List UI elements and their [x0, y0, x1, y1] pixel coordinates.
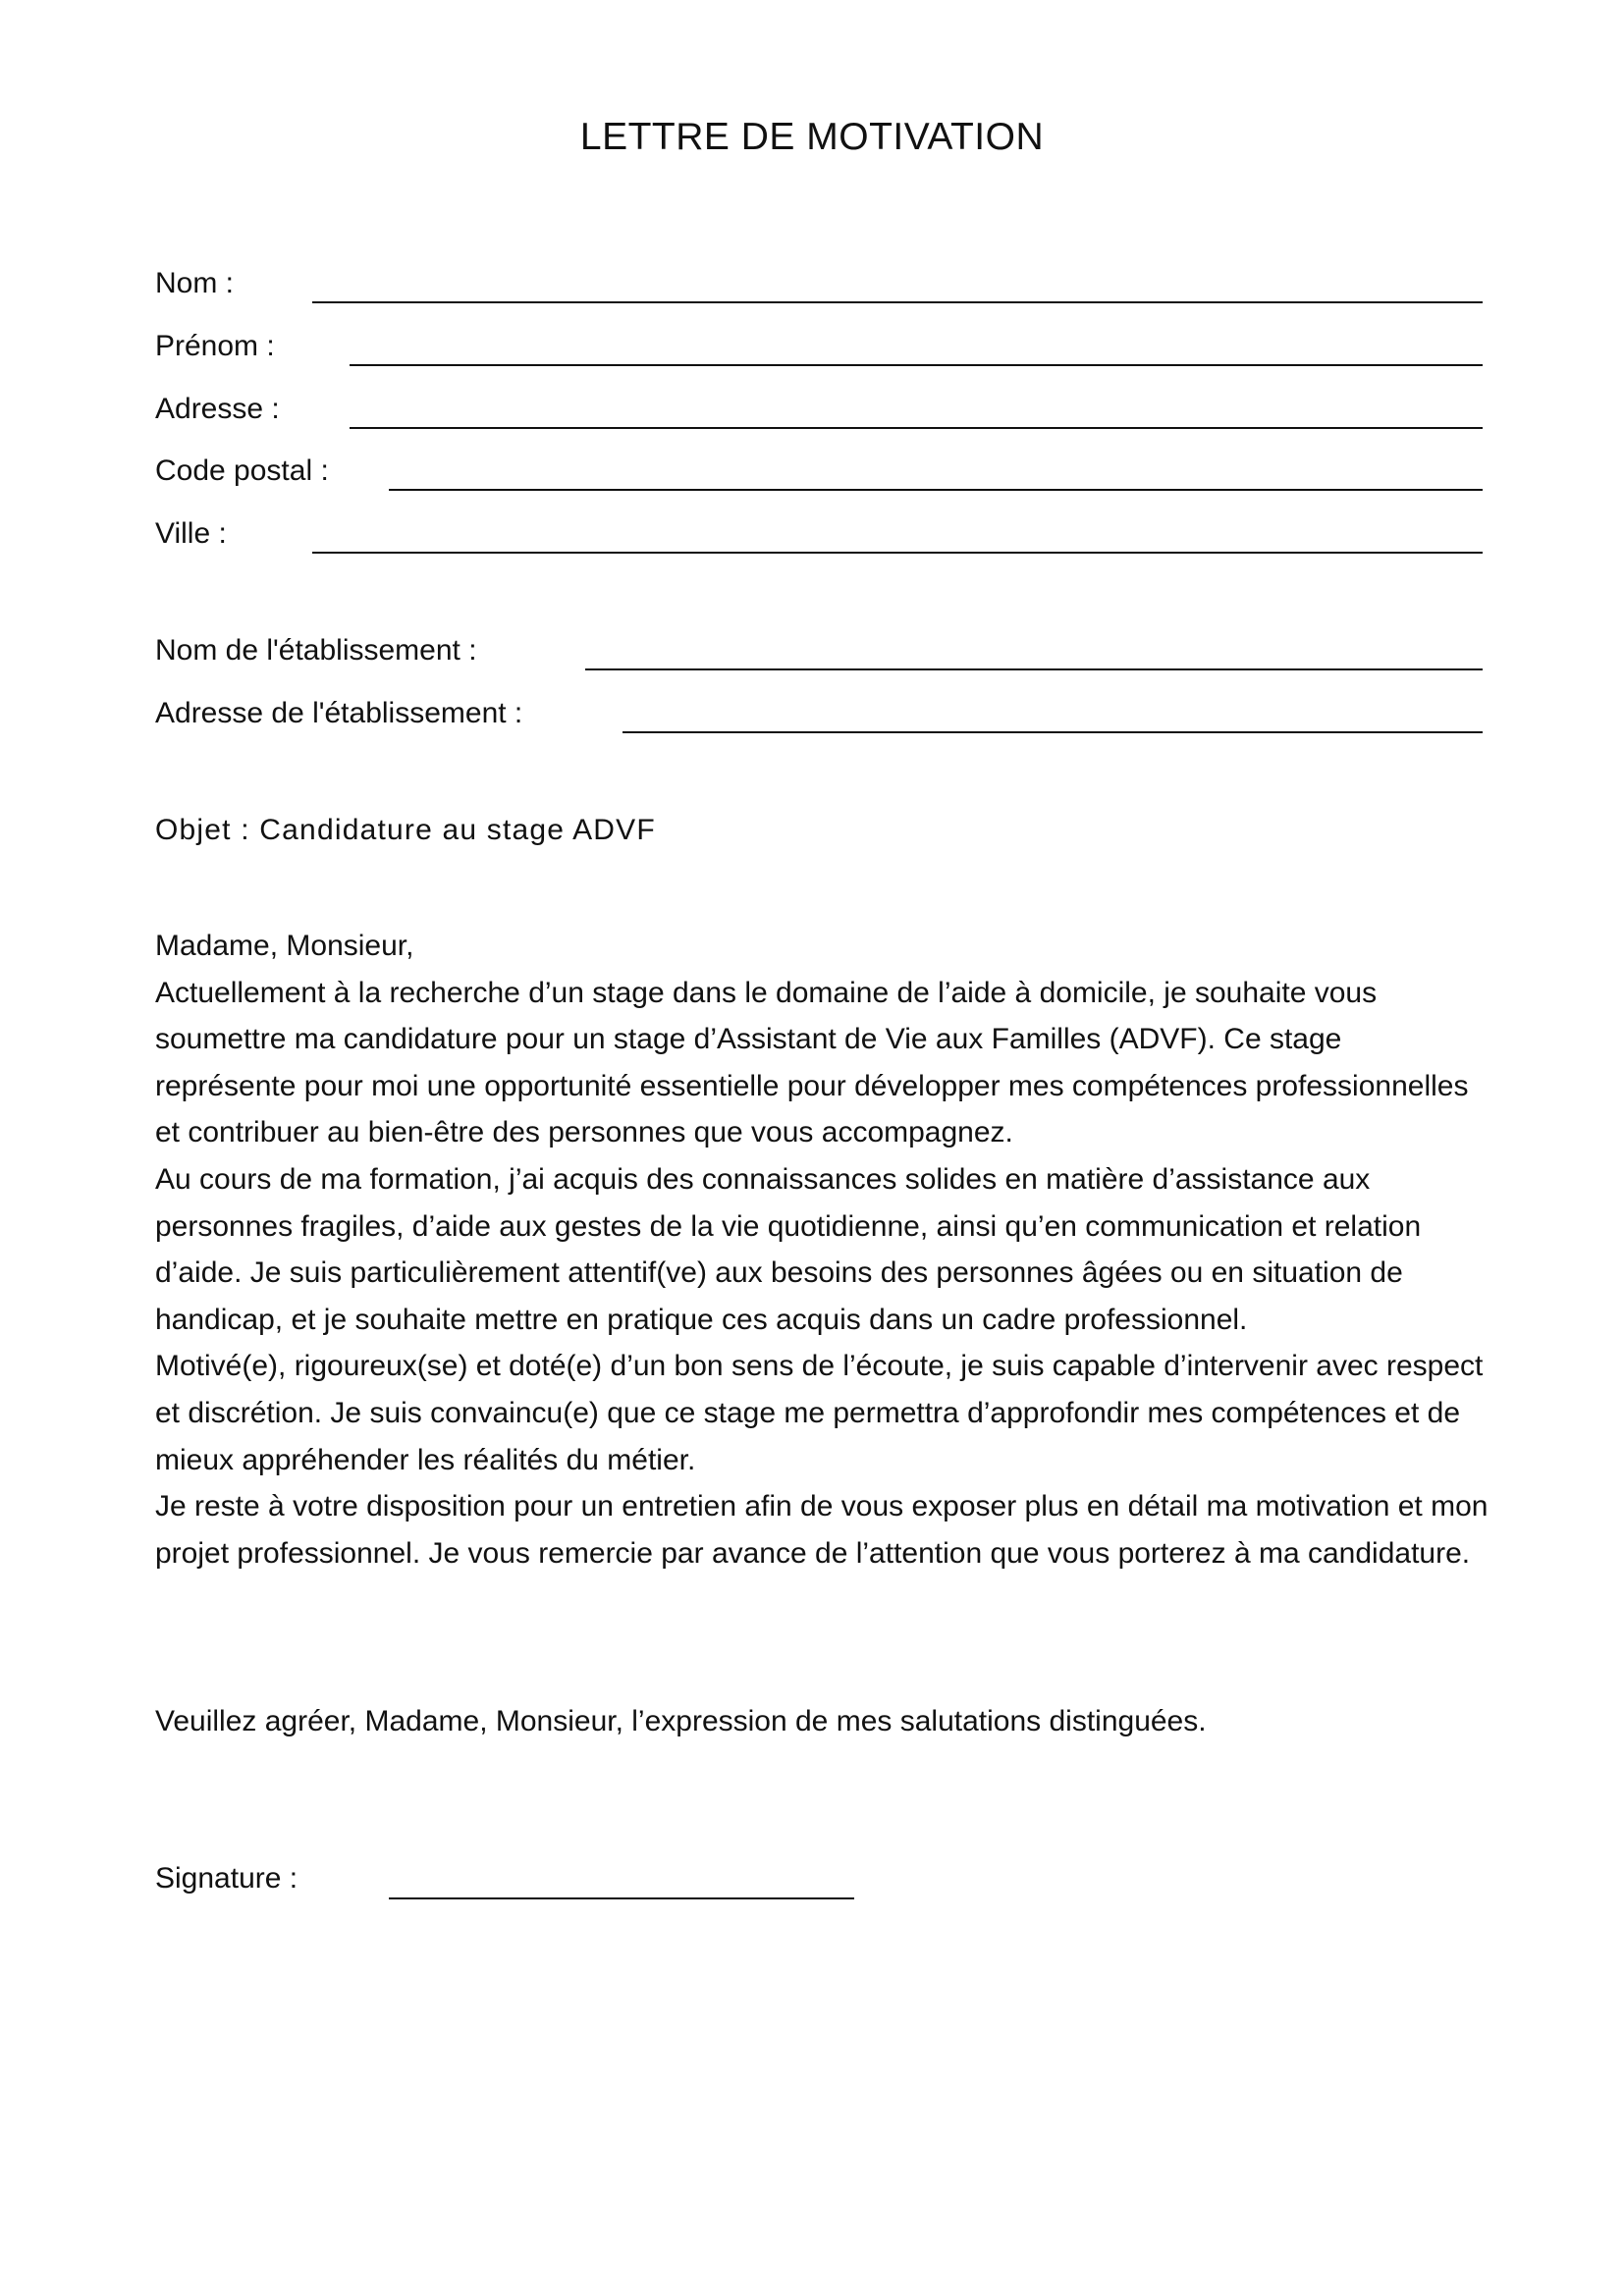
field-label-adresse: Adresse :: [155, 393, 280, 425]
field-label-nom-etablissement: Nom de l'établissement :: [155, 634, 477, 667]
field-prenom: [155, 323, 1483, 370]
prenom-blank-line[interactable]: [350, 364, 1483, 366]
code-postal-blank-line[interactable]: [389, 489, 1483, 491]
field-label-prenom: Prénom :: [155, 330, 275, 362]
letter-closing: Veuillez agréer, Madame, Monsieur, l’expression de mes salutations distinguées.: [155, 1705, 1207, 1737]
signature-blank-line[interactable]: [389, 1897, 854, 1899]
nom-blank-line[interactable]: [312, 301, 1483, 303]
field-nom-etablissement: [155, 627, 1483, 674]
field-label-signature: Signature :: [155, 1862, 298, 1895]
page-title: LETTRE DE MOTIVATION: [579, 116, 1045, 158]
field-label-nom: Nom :: [155, 267, 235, 299]
letter-body: [155, 923, 1490, 1576]
field-ville: [155, 510, 1483, 558]
nom-etablissement-blank-line[interactable]: [585, 668, 1483, 670]
field-code-postal: [155, 448, 1483, 495]
letter-paragraph: Actuellement à la recherche d’un stage dans le domaine de l’aide à domicile, je souhaite vous soumettre ma candidature pour un stage d’Assistant de Vie aux Familles (ADVF). Ce stage représente pour moi une opportunité essentielle pour développer mes compétences professionnelles et contribuer au bien-être des personnes que vous accompagnez.: [155, 976, 1469, 1149]
adresse-blank-line[interactable]: [350, 427, 1483, 429]
adresse-etablissement-blank-line[interactable]: [623, 731, 1483, 733]
field-label-ville: Ville :: [155, 517, 227, 550]
letter-paragraph: Je reste à votre disposition pour un entretien afin de vous exposer plus en détail ma motivation et mon projet professionnel. Je vous remercie par avance de l’attention que vous porterez à ma candidature.: [155, 1490, 1489, 1570]
letter-paragraph: Au cours de ma formation, j’ai acquis des connaissances solides en matière d’assistance aux personnes fragiles, d’aide aux gestes de la vie quotidienne, ainsi qu’en communication et relation d’aide. Je suis particulièrement attentif(ve) aux besoins des personnes âgées ou en situation de handicap, et je souhaite mettre en pratique ces acquis dans un cadre professionnel.: [155, 1162, 1422, 1336]
field-label-code-postal: Code postal :: [155, 454, 329, 487]
field-signature: [155, 1855, 862, 1902]
ville-blank-line[interactable]: [312, 552, 1483, 554]
field-label-adresse-etablissement: Adresse de l'établissement :: [155, 697, 523, 729]
letter-salutation: Madame, Monsieur,: [155, 930, 414, 962]
letter-subject: Objet : Candidature au stage ADVF: [155, 814, 656, 846]
field-nom: [155, 260, 1483, 307]
letter-paragraph: Motivé(e), rigoureux(se) et doté(e) d’un bon sens de l’écoute, je suis capable d’intervenir avec respect et discrétion. Je suis convaincu(e) que ce stage me permettra d’approfondir mes compétences et de mieux appréhender les réalités du métier.: [155, 1350, 1484, 1476]
field-adresse: [155, 386, 1483, 433]
field-adresse-etablissement: [155, 690, 1483, 737]
